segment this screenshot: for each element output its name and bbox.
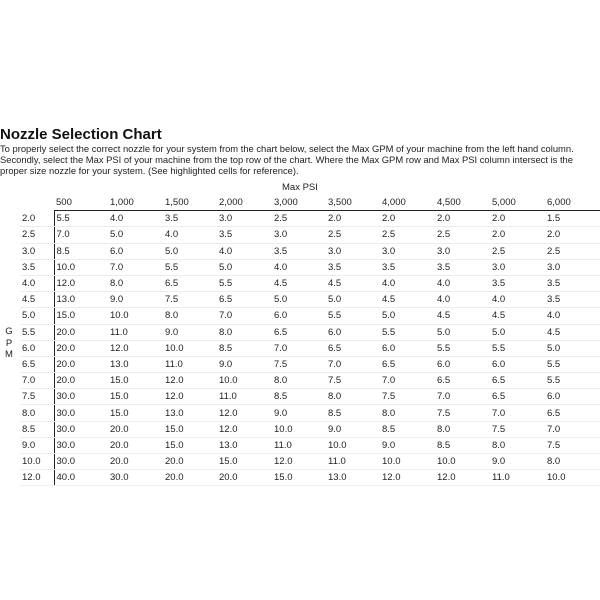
- nozzle-size-cell: 6.5: [217, 292, 272, 308]
- nozzle-size-cell: 4.5: [435, 308, 490, 324]
- nozzle-size-cell: 11.0: [108, 324, 163, 340]
- nozzle-size-cell: 6.0: [272, 308, 326, 324]
- psi-column-header: 1,000: [108, 195, 163, 211]
- nozzle-size-cell: 12.0: [380, 470, 435, 486]
- nozzle-size-cell: 6.5: [490, 389, 545, 405]
- psi-column-header: 500: [54, 195, 108, 211]
- nozzle-size-cell: 4.0: [217, 243, 272, 259]
- nozzle-size-cell: 13.0: [217, 437, 272, 453]
- nozzle-size-cell: 2.0: [545, 227, 600, 243]
- nozzle-size-cell: 8.0: [545, 454, 600, 470]
- gpm-axis-label: [5, 326, 13, 361]
- gpm-letter: M: [5, 349, 13, 360]
- nozzle-size-cell: 10.0: [108, 308, 163, 324]
- nozzle-size-cell: 15.0: [108, 373, 163, 389]
- nozzle-size-cell: 9.0: [380, 437, 435, 453]
- nozzle-size-cell: 2.5: [380, 227, 435, 243]
- nozzle-size-cell: 7.5: [272, 356, 326, 372]
- nozzle-size-cell: 40.0: [54, 470, 108, 486]
- table-row: [20, 373, 600, 389]
- nozzle-size-cell: 4.0: [272, 259, 326, 275]
- nozzle-size-cell: 15.0: [54, 308, 108, 324]
- nozzle-size-cell: 6.0: [435, 356, 490, 372]
- nozzle-size-cell: 3.0: [490, 259, 545, 275]
- nozzle-size-cell: 7.5: [435, 405, 490, 421]
- table-row: [20, 227, 600, 243]
- nozzle-size-cell: 30.0: [54, 405, 108, 421]
- nozzle-size-cell: 7.0: [326, 356, 380, 372]
- nozzle-size-cell: 30.0: [54, 454, 108, 470]
- nozzle-size-cell: 2.0: [490, 211, 545, 227]
- nozzle-size-cell: 7.5: [326, 373, 380, 389]
- nozzle-size-cell: 13.0: [108, 356, 163, 372]
- nozzle-size-cell: 4.0: [435, 275, 490, 291]
- gpm-letter: G: [5, 326, 13, 337]
- nozzle-size-cell: 10.0: [272, 421, 326, 437]
- nozzle-size-cell: 5.5: [380, 324, 435, 340]
- nozzle-size-cell: 2.5: [545, 243, 600, 259]
- nozzle-size-cell: 3.0: [435, 243, 490, 259]
- nozzle-size-cell: 5.5: [217, 275, 272, 291]
- table-row: [20, 405, 600, 421]
- gpm-row-header: 3.5: [20, 259, 54, 275]
- psi-column-header: 4,500: [435, 195, 490, 211]
- nozzle-size-cell: 8.0: [380, 405, 435, 421]
- gpm-row-header: 9.0: [20, 437, 54, 453]
- nozzle-size-cell: 6.0: [326, 324, 380, 340]
- nozzle-size-cell: 7.0: [545, 421, 600, 437]
- psi-column-header: 6,000: [545, 195, 600, 211]
- nozzle-size-cell: 6.0: [108, 243, 163, 259]
- gpm-row-header: 7.0: [20, 373, 54, 389]
- nozzle-size-cell: 6.0: [545, 389, 600, 405]
- nozzle-size-cell: 4.0: [380, 275, 435, 291]
- nozzle-size-cell: 6.5: [435, 373, 490, 389]
- nozzle-size-cell: 4.5: [380, 292, 435, 308]
- nozzle-size-cell: 7.0: [380, 373, 435, 389]
- nozzle-size-cell: 4.0: [490, 292, 545, 308]
- nozzle-size-cell: 6.5: [490, 373, 545, 389]
- table-row: [20, 292, 600, 308]
- nozzle-size-cell: 5.5: [545, 373, 600, 389]
- nozzle-size-cell: 12.0: [163, 373, 217, 389]
- nozzle-size-cell: 12.0: [435, 470, 490, 486]
- table-row: [20, 421, 600, 437]
- nozzle-size-cell: 4.0: [435, 292, 490, 308]
- nozzle-size-cell: 4.0: [163, 227, 217, 243]
- nozzle-size-cell: 3.5: [217, 227, 272, 243]
- gpm-row-header: 3.0: [20, 243, 54, 259]
- nozzle-size-cell: 5.0: [490, 324, 545, 340]
- nozzle-size-cell: 3.0: [217, 211, 272, 227]
- gpm-row-header: 8.5: [20, 421, 54, 437]
- nozzle-size-cell: 6.0: [490, 356, 545, 372]
- nozzle-size-cell: 5.0: [163, 243, 217, 259]
- nozzle-size-cell: 12.0: [217, 421, 272, 437]
- nozzle-size-cell: 7.5: [163, 292, 217, 308]
- table-corner: [20, 195, 54, 211]
- gpm-row-header: 12.0: [20, 470, 54, 486]
- nozzle-size-cell: 30.0: [54, 389, 108, 405]
- nozzle-size-cell: 10.0: [326, 437, 380, 453]
- nozzle-size-cell: 7.0: [490, 405, 545, 421]
- nozzle-size-cell: 4.0: [545, 308, 600, 324]
- psi-column-header: 1,500: [163, 195, 217, 211]
- nozzle-size-cell: 7.0: [435, 389, 490, 405]
- nozzle-size-cell: 5.5: [326, 308, 380, 324]
- gpm-row-header: 2.5: [20, 227, 54, 243]
- nozzle-size-cell: 7.0: [108, 259, 163, 275]
- nozzle-size-cell: 3.5: [545, 292, 600, 308]
- nozzle-size-cell: 11.0: [490, 470, 545, 486]
- nozzle-size-cell: 8.0: [108, 275, 163, 291]
- nozzle-size-cell: 15.0: [108, 405, 163, 421]
- psi-column-header: 2,000: [217, 195, 272, 211]
- nozzle-size-cell: 9.0: [490, 454, 545, 470]
- nozzle-size-cell: 5.0: [326, 292, 380, 308]
- nozzle-size-cell: 5.5: [490, 340, 545, 356]
- nozzle-size-cell: 3.5: [545, 275, 600, 291]
- nozzle-size-cell: 8.5: [326, 405, 380, 421]
- nozzle-size-cell: 5.5: [54, 211, 108, 227]
- nozzle-size-cell: 20.0: [108, 421, 163, 437]
- table-row: [20, 259, 600, 275]
- table-row: [20, 356, 600, 372]
- nozzle-size-cell: 15.0: [217, 454, 272, 470]
- nozzle-size-cell: 5.5: [435, 340, 490, 356]
- nozzle-size-cell: 7.0: [54, 227, 108, 243]
- psi-column-header: 3,000: [272, 195, 326, 211]
- psi-column-header: 5,000: [490, 195, 545, 211]
- table-row: [20, 470, 600, 486]
- nozzle-size-cell: 2.0: [326, 211, 380, 227]
- chart-title: Nozzle Selection Chart: [0, 126, 162, 143]
- chart-instructions: To properly select the correct nozzle for your system from the chart below, select the Max GPM of your machine from the left hand column. Secondly, select the Max PSI of your machine from the top row of the chart. Where the Max GPM row and Max PSI column intersect is the proper size nozzle for your system. (See highlighted cells for reference).: [0, 143, 574, 176]
- nozzle-size-cell: 4.5: [272, 275, 326, 291]
- nozzle-size-cell: 7.5: [490, 421, 545, 437]
- nozzle-size-cell: 13.0: [326, 470, 380, 486]
- nozzle-size-cell: 5.0: [108, 227, 163, 243]
- table-row: [20, 324, 600, 340]
- nozzle-size-cell: 7.5: [545, 437, 600, 453]
- nozzle-size-cell: 10.0: [545, 470, 600, 486]
- nozzle-size-cell: 9.0: [217, 356, 272, 372]
- nozzle-size-cell: 3.5: [163, 211, 217, 227]
- nozzle-size-cell: 3.5: [435, 259, 490, 275]
- nozzle-size-cell: 4.0: [108, 211, 163, 227]
- nozzle-size-cell: 15.0: [163, 421, 217, 437]
- table-row: [20, 340, 600, 356]
- table-row: [20, 211, 600, 227]
- nozzle-size-cell: 6.5: [272, 324, 326, 340]
- nozzle-size-cell: 11.0: [217, 389, 272, 405]
- nozzle-size-cell: 9.0: [108, 292, 163, 308]
- nozzle-size-cell: 3.5: [272, 243, 326, 259]
- nozzle-size-cell: 6.5: [326, 340, 380, 356]
- table-row: [20, 275, 600, 291]
- nozzle-size-cell: 12.0: [54, 275, 108, 291]
- nozzle-size-cell: 13.0: [54, 292, 108, 308]
- gpm-row-header: 2.0: [20, 211, 54, 227]
- nozzle-size-cell: 5.0: [545, 340, 600, 356]
- nozzle-size-cell: 12.0: [217, 405, 272, 421]
- nozzle-size-cell: 8.5: [54, 243, 108, 259]
- table-row: [20, 243, 600, 259]
- nozzle-size-cell: 2.0: [435, 211, 490, 227]
- nozzle-size-cell: 10.0: [435, 454, 490, 470]
- nozzle-size-cell: 8.5: [380, 421, 435, 437]
- nozzle-size-cell: 5.5: [545, 356, 600, 372]
- psi-header-row: [20, 195, 600, 211]
- nozzle-size-cell: 3.0: [326, 243, 380, 259]
- nozzle-size-cell: 8.0: [490, 437, 545, 453]
- nozzle-size-cell: 30.0: [54, 437, 108, 453]
- nozzle-size-cell: 10.0: [217, 373, 272, 389]
- nozzle-size-cell: 10.0: [54, 259, 108, 275]
- nozzle-size-cell: 30.0: [54, 421, 108, 437]
- nozzle-size-cell: 15.0: [108, 389, 163, 405]
- nozzle-size-cell: 12.0: [272, 454, 326, 470]
- nozzle-size-cell: 2.0: [380, 211, 435, 227]
- nozzle-size-cell: 2.5: [326, 227, 380, 243]
- nozzle-size-cell: 20.0: [54, 324, 108, 340]
- nozzle-size-cell: 8.5: [272, 389, 326, 405]
- nozzle-size-cell: 9.0: [272, 405, 326, 421]
- nozzle-size-cell: 5.0: [272, 292, 326, 308]
- nozzle-selection-table: [20, 195, 600, 486]
- nozzle-size-cell: 3.5: [380, 259, 435, 275]
- nozzle-size-cell: 8.5: [217, 340, 272, 356]
- nozzle-size-cell: 6.0: [380, 340, 435, 356]
- nozzle-size-cell: 5.0: [380, 308, 435, 324]
- nozzle-size-cell: 10.0: [380, 454, 435, 470]
- nozzle-size-cell: 4.5: [545, 324, 600, 340]
- nozzle-size-cell: 20.0: [54, 340, 108, 356]
- gpm-row-header: 6.0: [20, 340, 54, 356]
- nozzle-size-cell: 8.0: [435, 421, 490, 437]
- nozzle-size-cell: 7.5: [380, 389, 435, 405]
- nozzle-size-cell: 20.0: [54, 356, 108, 372]
- nozzle-size-cell: 9.0: [163, 324, 217, 340]
- nozzle-size-cell: 5.5: [163, 259, 217, 275]
- nozzle-size-cell: 2.5: [490, 243, 545, 259]
- gpm-row-header: 8.0: [20, 405, 54, 421]
- psi-column-header: 3,500: [326, 195, 380, 211]
- nozzle-size-cell: 15.0: [272, 470, 326, 486]
- nozzle-size-cell: 5.0: [435, 324, 490, 340]
- nozzle-size-cell: 6.5: [380, 356, 435, 372]
- nozzle-size-cell: 9.0: [326, 421, 380, 437]
- nozzle-size-cell: 7.0: [272, 340, 326, 356]
- gpm-row-header: 6.5: [20, 356, 54, 372]
- nozzle-size-cell: 20.0: [163, 470, 217, 486]
- nozzle-size-cell: 6.5: [163, 275, 217, 291]
- nozzle-size-cell: 5.0: [217, 259, 272, 275]
- psi-header-row-group: [20, 195, 600, 211]
- gpm-row-header: 4.5: [20, 292, 54, 308]
- gpm-row-header: 7.5: [20, 389, 54, 405]
- nozzle-size-cell: 3.0: [545, 259, 600, 275]
- nozzle-size-cell: 15.0: [163, 437, 217, 453]
- nozzle-size-cell: 8.0: [272, 373, 326, 389]
- nozzle-size-cell: 2.5: [272, 211, 326, 227]
- nozzle-size-cell: 12.0: [163, 389, 217, 405]
- nozzle-size-cell: 11.0: [326, 454, 380, 470]
- gpm-row-header: 4.0: [20, 275, 54, 291]
- gpm-letter: P: [5, 337, 13, 349]
- nozzle-size-cell: 12.0: [108, 340, 163, 356]
- nozzle-size-cell: 20.0: [163, 454, 217, 470]
- nozzle-size-cell: 7.0: [217, 308, 272, 324]
- nozzle-size-cell: 3.0: [380, 243, 435, 259]
- gpm-row-header: 5.5: [20, 324, 54, 340]
- nozzle-size-cell: 4.5: [326, 275, 380, 291]
- table-row: [20, 308, 600, 324]
- nozzle-size-cell: 3.5: [326, 259, 380, 275]
- nozzle-size-cell: 11.0: [272, 437, 326, 453]
- nozzle-size-cell: 13.0: [163, 405, 217, 421]
- table-body: [20, 211, 600, 486]
- nozzle-size-cell: 8.5: [435, 437, 490, 453]
- table-row: [20, 437, 600, 453]
- nozzle-size-cell: 20.0: [108, 437, 163, 453]
- nozzle-size-cell: 6.5: [545, 405, 600, 421]
- nozzle-size-cell: 11.0: [163, 356, 217, 372]
- nozzle-size-cell: 20.0: [54, 373, 108, 389]
- nozzle-size-cell: 10.0: [163, 340, 217, 356]
- nozzle-size-cell: 1.5: [545, 211, 600, 227]
- gpm-row-header: 10.0: [20, 454, 54, 470]
- max-psi-axis-label: Max PSI: [282, 182, 318, 193]
- nozzle-size-cell: 2.5: [435, 227, 490, 243]
- nozzle-size-cell: 2.0: [490, 227, 545, 243]
- nozzle-size-cell: 20.0: [217, 470, 272, 486]
- table-row: [20, 454, 600, 470]
- table-row: [20, 389, 600, 405]
- nozzle-size-cell: 3.0: [272, 227, 326, 243]
- psi-column-header: 4,000: [380, 195, 435, 211]
- nozzle-size-cell: 8.0: [326, 389, 380, 405]
- nozzle-size-cell: 8.0: [163, 308, 217, 324]
- nozzle-size-cell: 8.0: [217, 324, 272, 340]
- nozzle-size-cell: 30.0: [108, 470, 163, 486]
- nozzle-size-cell: 20.0: [108, 454, 163, 470]
- nozzle-size-cell: 4.5: [490, 308, 545, 324]
- nozzle-size-cell: 3.5: [490, 275, 545, 291]
- gpm-row-header: 5.0: [20, 308, 54, 324]
